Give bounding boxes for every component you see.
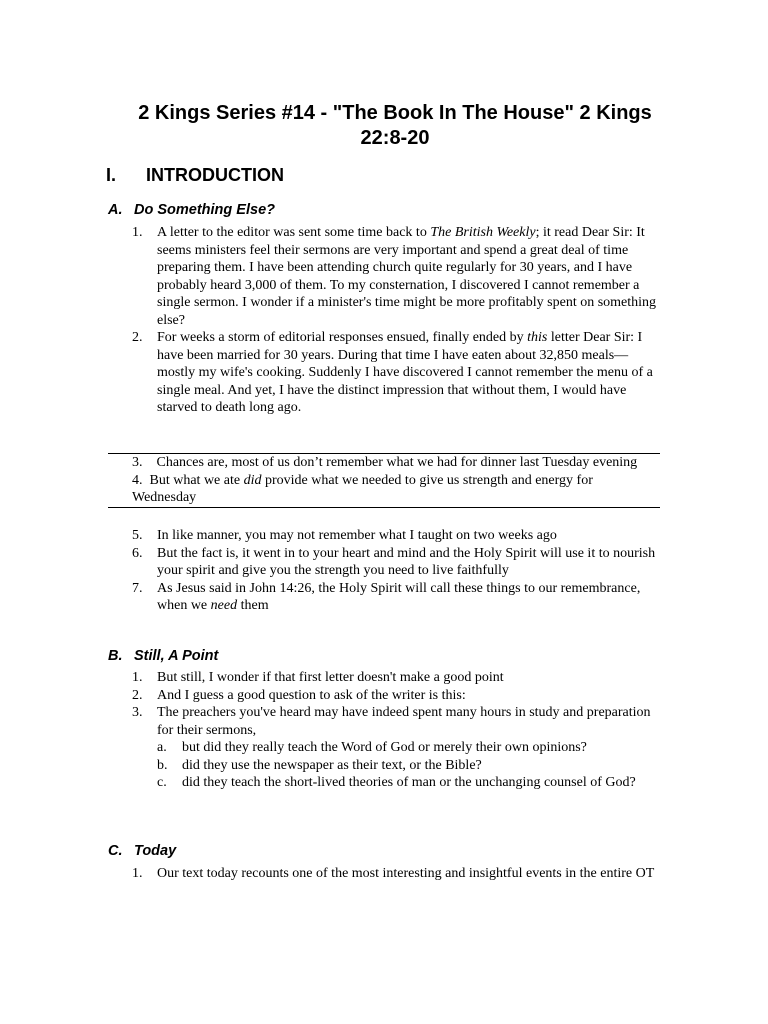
list-item: 3. Chances are, most of us don’t remember what we had for dinner last Tuesday evening xyxy=(132,455,638,470)
sub-list-item: a. but did they really teach the Word of God or merely their own opinions? xyxy=(157,740,587,755)
subheading-b xyxy=(108,647,218,665)
section-label: INTRODUCTION xyxy=(146,165,284,185)
sub-list-item: c. did they teach the short-lived theories of man or the unchanging counsel of God? xyxy=(157,775,636,790)
subheading-label: Today xyxy=(134,843,177,859)
list-a-part1 xyxy=(132,224,664,417)
list-item: 3. The preachers you've heard may have indeed spent many hours in study and preparation for their sermons, a. but did they really teach the Word of God or merely their own opinions? b. did they use the newspaper as their text, or the Bible? c. did they teach the short-lived theories of man or the unchanging counsel of God? xyxy=(132,704,664,792)
list-b xyxy=(132,669,664,792)
list-item: 1. Our text today recounts one of the most interesting and insightful events in the entire OT xyxy=(132,866,655,881)
subheading-number: B. xyxy=(108,648,123,664)
list-item: 2. For weeks a storm of editorial responses ensued, finally ended by this letter Dear Sir: I have been married for 30 years. During that time I have eaten about 32,850 meals—mostly my wife's cooking. Suddenly I have discovered I cannot remember the menu of a single meal. And yet, I have the distinct impression that without them, I would have starved to death long ago. xyxy=(132,330,653,415)
list-a-part2 xyxy=(132,527,664,615)
list-item: 2. And I guess a good question to ask of the writer is this: xyxy=(132,687,466,703)
section-heading-introduction xyxy=(106,163,284,187)
sub-list-item: b. did they use the newspaper as their text, or the Bible? xyxy=(157,757,482,773)
subheading-number: C. xyxy=(108,843,123,859)
list-item: 7. As Jesus said in John 14:26, the Holy Spirit will call these things to our remembrance, when we need them xyxy=(132,580,641,613)
subheading-label: Do Something Else? xyxy=(134,202,275,218)
list-item: 4. But what we ate did provide what we needed to give us strength and energy for Wednesday xyxy=(132,472,593,505)
list-item: 1. A letter to the editor was sent some time back to The British Weekly; it read Dear Sir: It seems ministers feel their sermons are very important and spend a great deal of time preparing them. I have been attending church quite regularly for 30 years, and I have probably heard 3,000 of them. To my consternation, I discovered I cannot remember a single sermon. I wonder if a minister's time might be more profitably spent on something else? xyxy=(132,225,657,328)
list-item: 5. In like manner, you may not remember what I taught on two weeks ago xyxy=(132,528,557,543)
document-title: 2 Kings Series #14 - "The Book In The House" 2 Kings 22:8-20 xyxy=(138,102,652,149)
subheading-c xyxy=(108,842,176,860)
boxed-list xyxy=(108,453,660,508)
subheading-number: A. xyxy=(108,202,123,218)
subheading-label: Still, A Point xyxy=(134,648,219,664)
list-c xyxy=(132,865,664,883)
list-item: 6. But the fact is, it went in to your heart and mind and the Holy Spirit will use it to nourish your spirit and give you the strength you need to live faithfully xyxy=(132,545,656,578)
section-number: I. xyxy=(106,165,117,185)
subheading-a xyxy=(108,201,275,219)
list-item: 1. But still, I wonder if that first letter doesn't make a good point xyxy=(132,670,504,685)
